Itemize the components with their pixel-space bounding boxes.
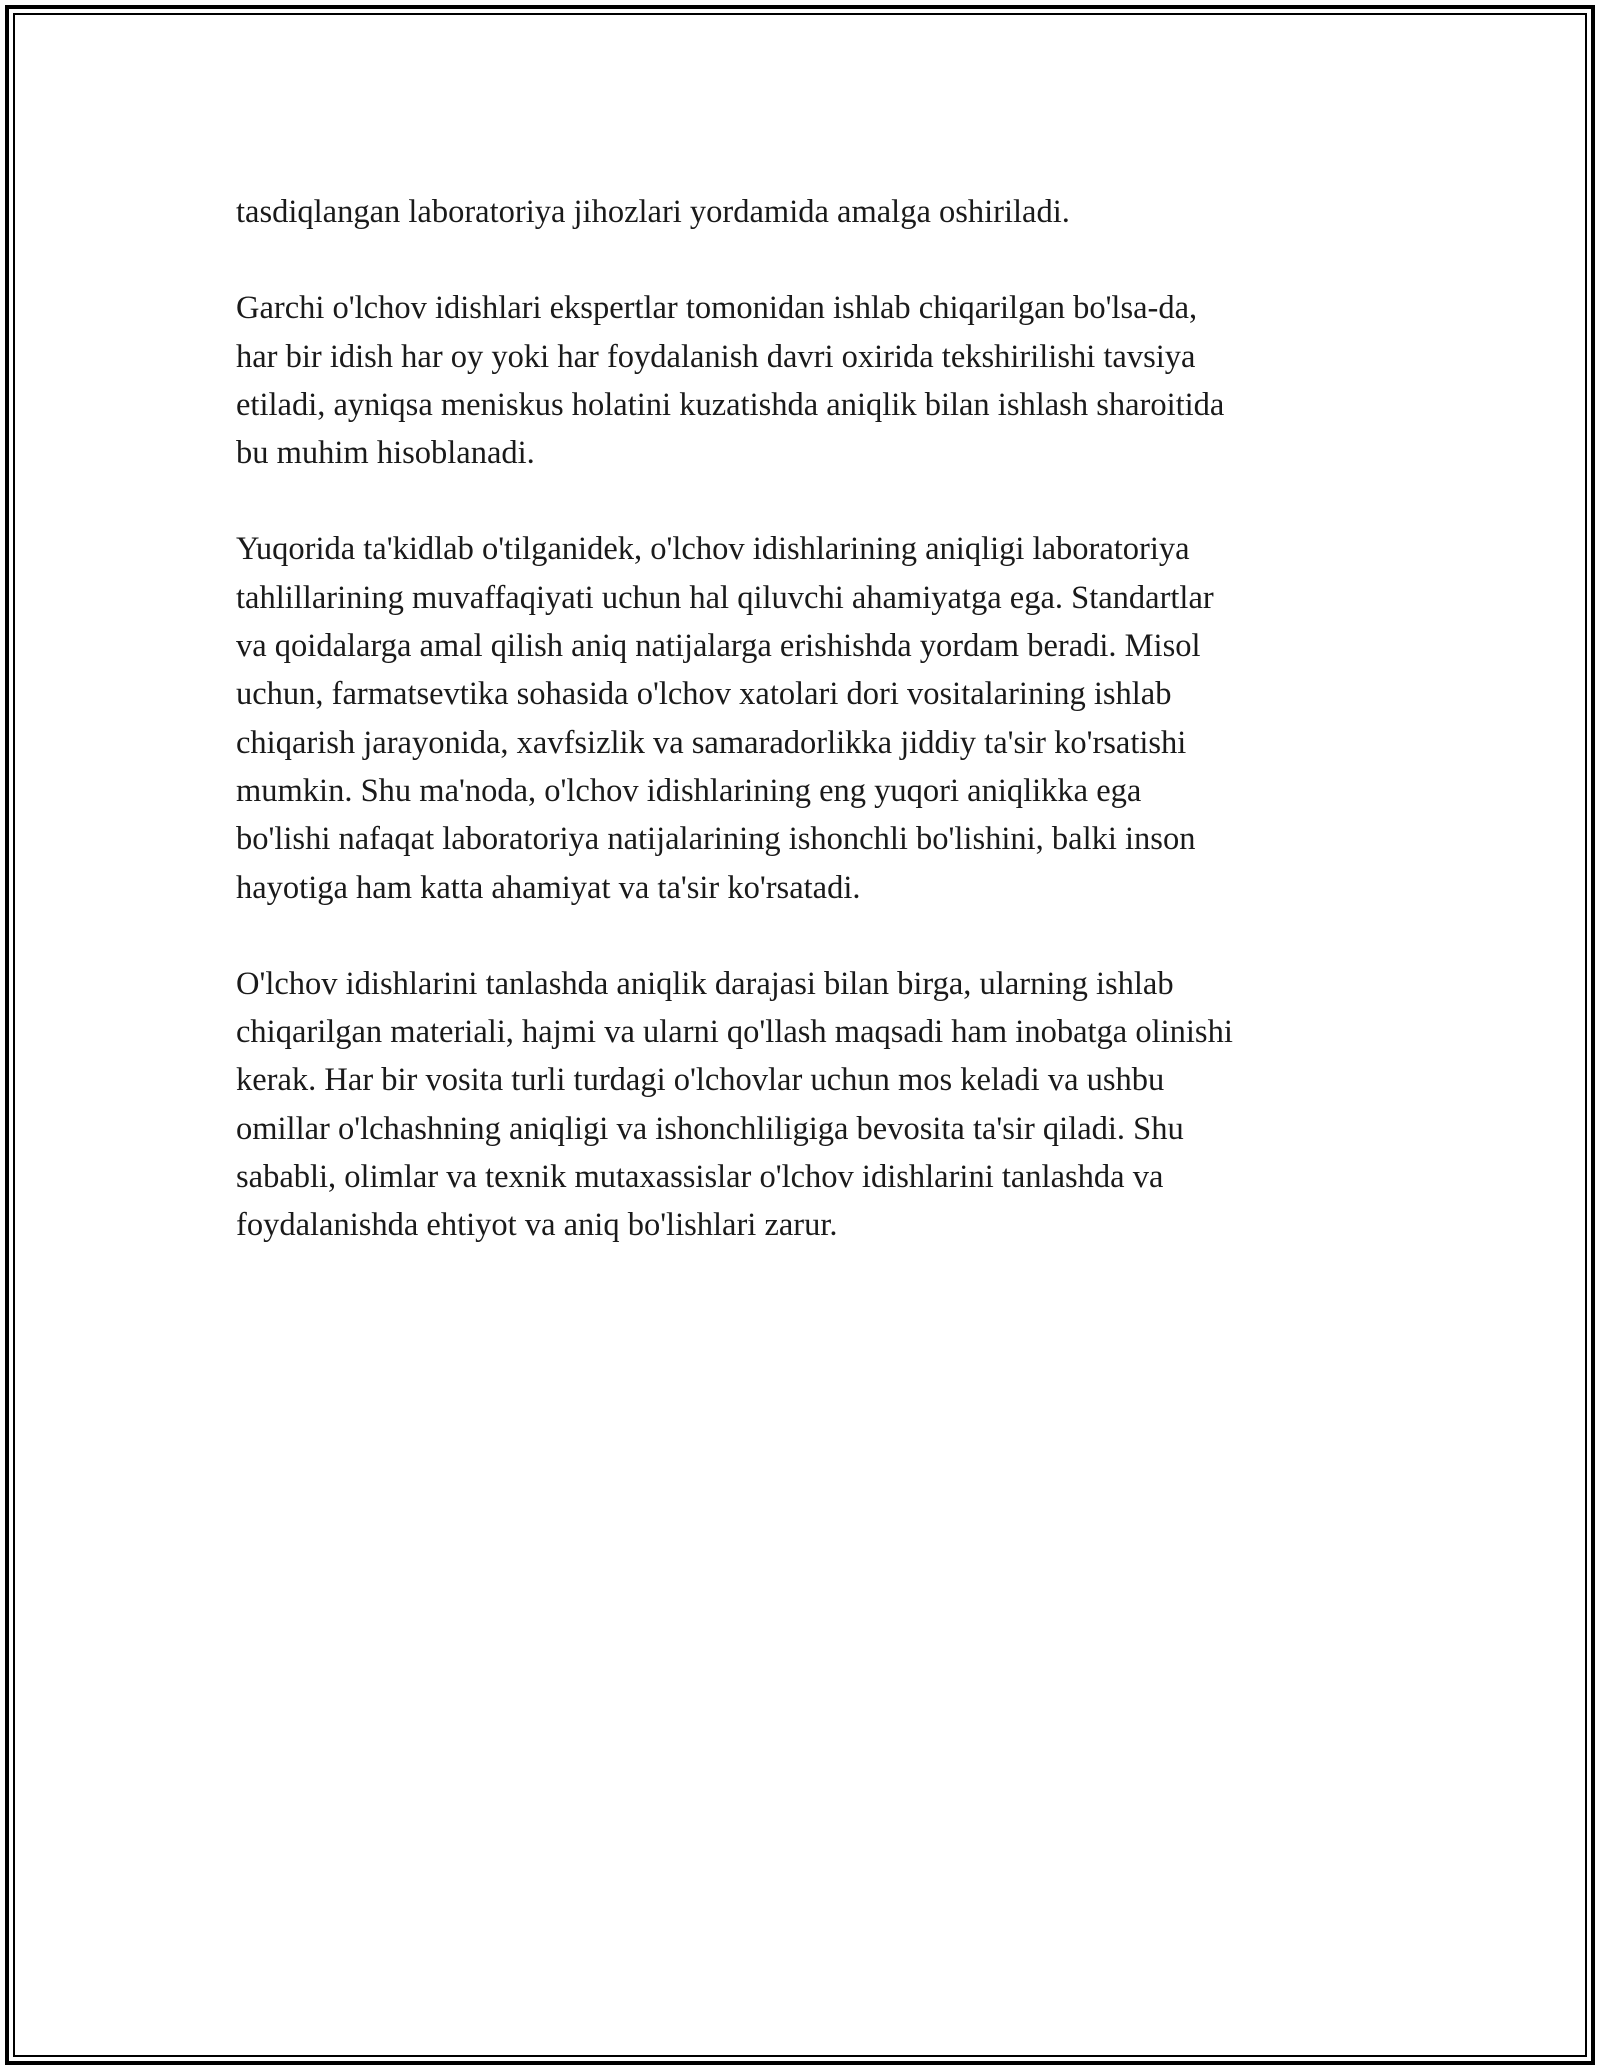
paragraph-3: Yuqorida ta'kidlab o'tilganidek, o'lchov idishlarining aniqligi laboratoriya tahlillarining muvaffaqiyati uchun hal qiluvchi ahamiyatga ega. Standartlar va qoidalarga amal qilish aniq natijalarga erishishda yordam beradi. Misol uchun, farmatsevtika sohasida o'lchov xatolari dori vositalarining ishlab chiqarish jarayonida, xavfsizlik va samaradorlikka jiddiy ta'sir ko'rsatishi mumkin. Shu ma'noda, o'lchov idishlarining eng yuqori aniqlikka ega bo'lishi nafaqat laboratoriya natijalarining ishonchli bo'lishini, balki inson hayotiga ham katta ahamiyat va ta'sir ko'rsatadi. [236, 531, 1214, 906]
paragraph-2: Garchi o'lchov idishlari ekspertlar tomonidan ishlab chiqarilgan bo'lsa-da, har bir idish har oy yoki har foydalanish davri oxirida tekshirilishi tavsiya etiladi, ayniqsa meniskus holatini kuzatishda aniqlik bilan ishlash sharoitida bu muhim hisoblanadi. [236, 290, 1225, 472]
document-body [236, 188, 1366, 1298]
paragraph-1: tasdiqlangan laboratoriya jihozlari yordamida amalga oshiriladi. [236, 194, 1070, 230]
paragraph-4: O'lchov idishlarini tanlashda aniqlik darajasi bilan birga, ularning ishlab chiqarilgan materiali, hajmi va ularni qo'llash maqsadi ham inobatga olinishi kerak. Har bir vosita turli turdagi o'lchovlar uchun mos keladi va ushbu omillar o'lchashning aniqligi va ishonchliligiga bevosita ta'sir qiladi. Shu sababli, olimlar va texnik mutaxassislar o'lchov idishlarini tanlashda va foydalanishda ehtiyot va aniq bo'lishlari zarur. [236, 965, 1233, 1244]
